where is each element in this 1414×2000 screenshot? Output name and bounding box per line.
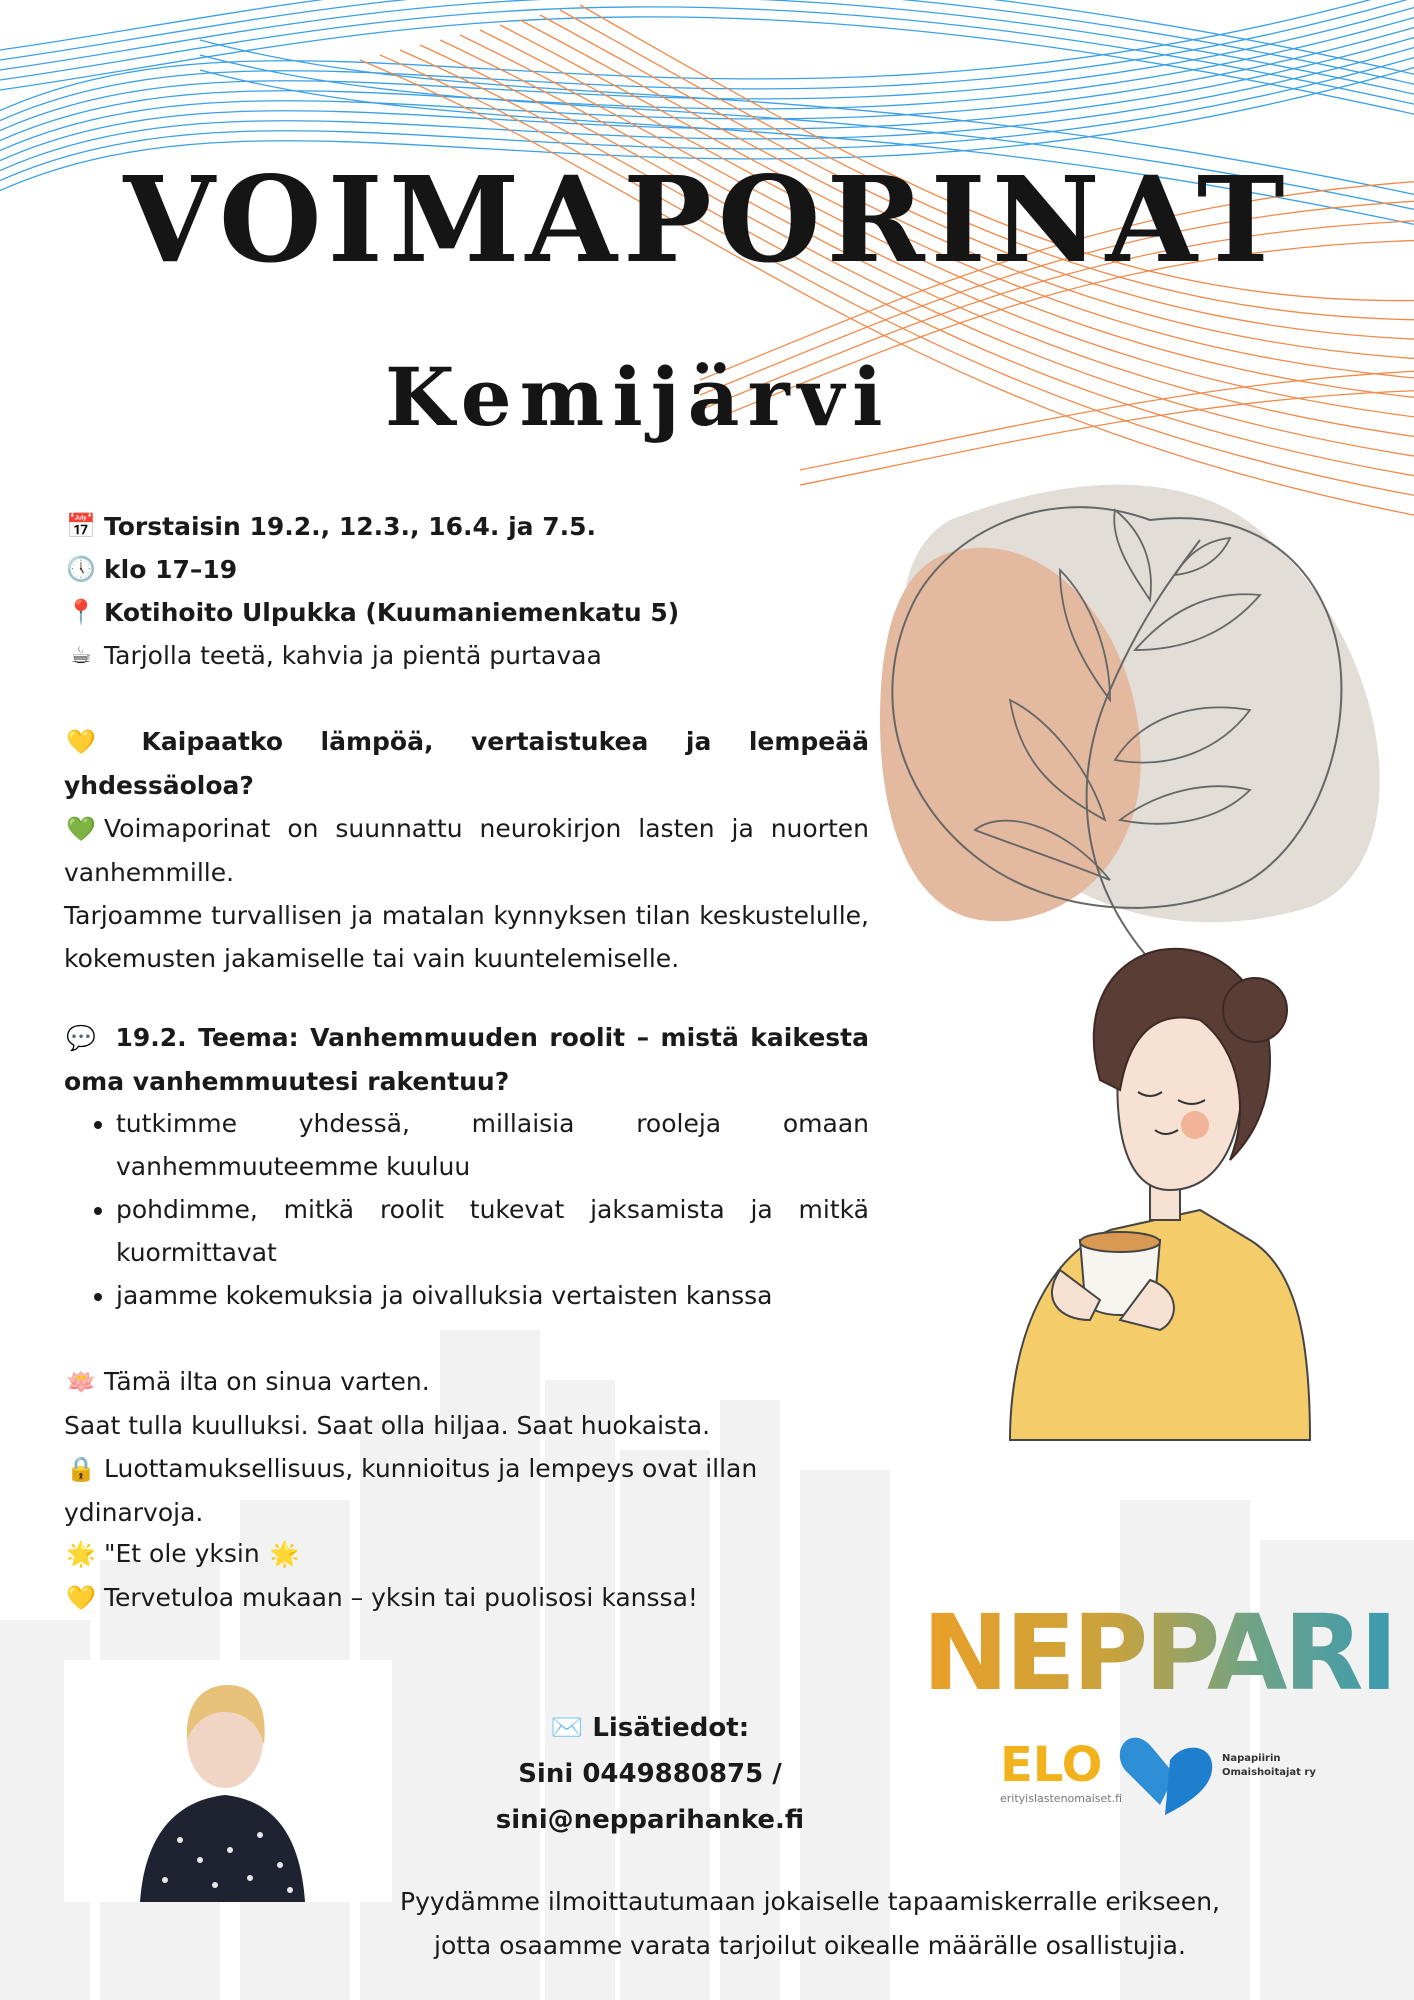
closing-section (64, 1532, 869, 1620)
contact-phone: Sini 0449880875 / (518, 1759, 782, 1789)
event-location-text: Kotihoito Ulpukka (Kuumaniemenkatu 5) (104, 598, 680, 627)
yellow-heart-icon: 💛 (66, 728, 96, 756)
closing-line-1 (64, 1532, 869, 1576)
lock-icon: 🔒 (66, 1455, 96, 1483)
list-item: • tutkimme yhdessä, millaisia rooleja omaan vanhemmuuteemme kuuluu (116, 1102, 869, 1188)
contact-info (440, 1705, 860, 1843)
intro-line-1-text: Voimaporinat on suunnattu neurokirjon lasten ja nuorten vanhemmille. (64, 814, 869, 887)
location-pin-icon: 📍 (66, 598, 96, 626)
coffee-icon: ☕ (70, 641, 92, 669)
evening-line-1 (64, 1360, 869, 1404)
clock-icon: 🕔 (66, 555, 96, 583)
theme-section (64, 1016, 869, 1103)
intro-line-2: Tarjoamme turvallisen ja matalan kynnyksen tilan keskustelulle, kokemusten jakamiselle tai vain kuuntelemiselle. (64, 901, 869, 973)
event-location (64, 591, 869, 634)
leaf-illustration (880, 485, 1380, 960)
elo-logo-subtitle: erityislastenomaiset.fi (1000, 1792, 1123, 1805)
contact-heading (440, 1705, 860, 1751)
speech-bubble-icon: 💬 (66, 1024, 96, 1052)
event-refreshments (64, 634, 869, 677)
green-heart-icon: 💚 (66, 815, 96, 843)
list-item: • jaamme kokemuksia ja oivalluksia vertaisten kanssa (116, 1274, 869, 1317)
footer-line-1: Pyydämme ilmoittautumaan jokaiselle tapaamiskerralle erikseen, (400, 1887, 1220, 1916)
evening-line-2: Saat tulla kuulluksi. Saat olla hiljaa. Saat huokaista. (64, 1411, 711, 1440)
theme-heading (64, 1016, 869, 1103)
event-time (64, 548, 869, 591)
evening-section (64, 1360, 869, 1534)
closing-line-2-text: Tervetuloa mukaan – yksin tai puolisosi kanssa! (104, 1583, 698, 1612)
footer-line-2: jotta osaamme varata tarjoilut oikealle määrälle osallistujia. (434, 1931, 1186, 1960)
contact-email[interactable]: sini@nepparihanke.fi (495, 1805, 805, 1835)
woman-with-tea-illustration (1010, 949, 1310, 1440)
star-icon: 🌟 (66, 1540, 96, 1568)
evening-line-1-text: Tämä ilta on sinua varten. (104, 1367, 430, 1396)
event-info (64, 505, 869, 677)
napapiiri-logo-text (1222, 1752, 1316, 1780)
neppari-logo (922, 1592, 1395, 1714)
lotus-icon: 🪷 (66, 1368, 96, 1396)
contact-person-photo (64, 1660, 392, 1902)
evening-line-3 (64, 1447, 869, 1534)
star-icon: 🌟 (269, 1540, 300, 1568)
intro-heading (64, 720, 869, 807)
intro-line-1 (64, 807, 869, 894)
event-dates (64, 505, 869, 548)
closing-line-2 (64, 1576, 869, 1620)
event-time-text: klo 17–19 (104, 555, 238, 584)
evening-line-3-text: Luottamuksellisuus, kunnioitus ja lempeys ovat illan ydinarvoja. (64, 1454, 758, 1527)
theme-heading-text: 19.2. Teema: Vanhemmuuden roolit – mistä kaikesta oma vanhemmuutesi rakentuu? (64, 1023, 869, 1096)
event-refreshments-text: Tarjolla teetä, kahvia ja pientä purtavaa (104, 641, 602, 670)
list-item: • pohdimme, mitkä roolit tukevat jaksamista ja mitkä kuormittavat (116, 1188, 869, 1274)
elo-logo: ELO (1000, 1737, 1103, 1793)
napapiiri-line-1: Napapiirin (1222, 1753, 1281, 1764)
napapiiri-line-2: Omaishoitajat ry (1222, 1767, 1316, 1778)
intro-section (64, 720, 869, 980)
contact-heading-text: Lisätiedot: (592, 1713, 750, 1743)
page-title: VOIMAPORINAT (123, 150, 1291, 289)
event-dates-text: Torstaisin 19.2., 12.3., 16.4. ja 7.5. (104, 512, 597, 541)
neppari-logo-text: NEPPARI (922, 1592, 1395, 1714)
envelope-icon: ✉️ (550, 1713, 584, 1743)
closing-line-1-text: "Et ole yksin (104, 1539, 260, 1568)
calendar-icon: 📅 (66, 512, 96, 540)
registration-note (360, 1880, 1260, 1968)
page-subtitle: Kemijärvi (385, 350, 891, 444)
intro-heading-text: Kaipaatko lämpöä, vertaistukea ja lempeää yhdessäoloa? (64, 727, 869, 800)
theme-topics-list (64, 1102, 869, 1317)
yellow-heart-icon: 💛 (66, 1584, 96, 1612)
